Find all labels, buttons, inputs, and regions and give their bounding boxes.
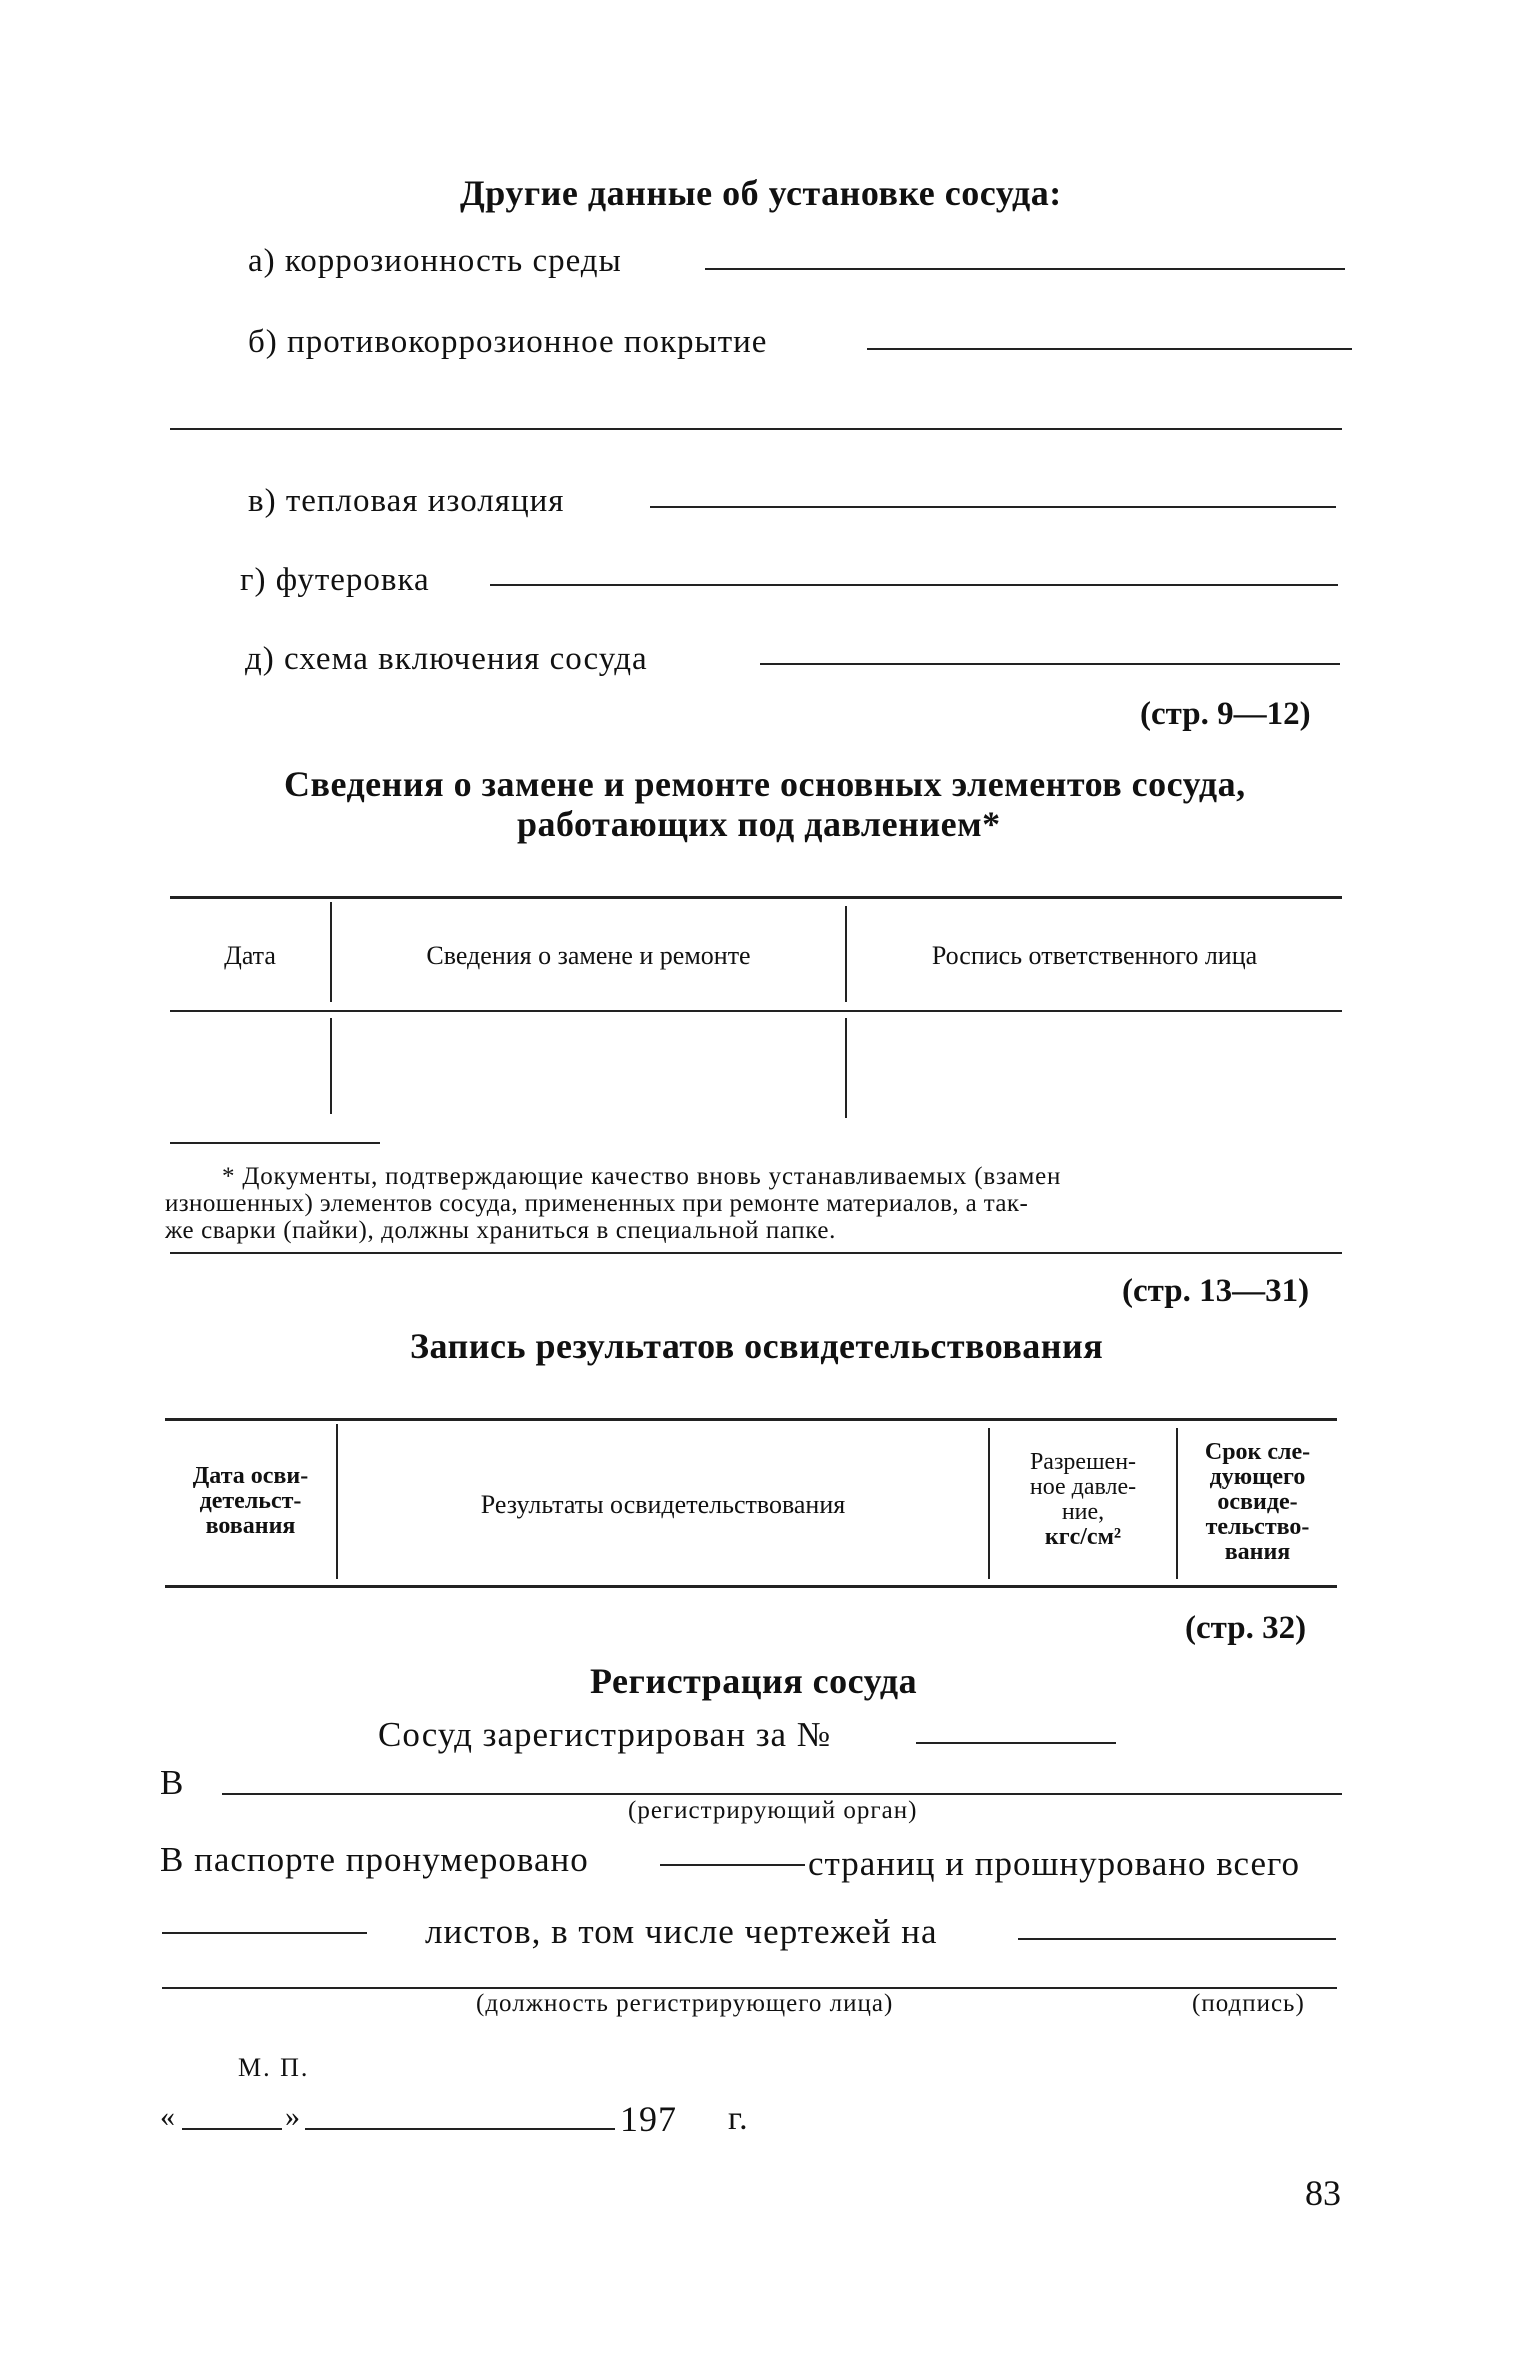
field-day[interactable] [182,2128,282,2130]
page-number: 83 [1305,2173,1341,2213]
table1-top-rule [170,896,1342,899]
numbered-label-b: страниц и прошнуровано всего [808,1844,1301,1883]
table1-col-date: Дата [224,941,276,970]
section2-title-line1: Сведения о замене и ремонте основных элементов сосуда, [284,764,1246,804]
table2-col-date-l3: вования [205,1513,296,1539]
footnote-line1: * Документы, подтверждающие качество вновь устанавливаемых (взамен [222,1163,1062,1190]
table2-col-pressure [990,1450,1176,1550]
table2-col-pressure-l1: Разрешен- [1029,1449,1137,1475]
table1-col-details: Сведения о замене и ремонте [426,941,751,970]
year-suffix: г. [728,2100,749,2137]
table2-col-pressure-l2: ное давле- [1029,1474,1137,1500]
table2-bottom-rule [165,1585,1337,1588]
quote-close: » [285,2100,301,2133]
org-caption: (регистрирующий орган) [628,1797,918,1824]
field-lining[interactable] [490,584,1338,586]
numbered-label-a: В паспорте пронумеровано [160,1840,589,1879]
in-label: В [160,1763,185,1802]
quote-open: « [160,2100,176,2133]
field-registration-number[interactable] [916,1742,1116,1744]
signature-caption: (подпись) [1192,1990,1305,2017]
table1-col-signature: Роспись ответственного лица [931,941,1258,970]
table2-col-date-l2: детельст- [199,1488,302,1514]
section2-title-line2: работающих под давлением* [517,804,1001,844]
section4-title: Регистрация сосуда [590,1661,918,1701]
field-month[interactable] [305,2128,615,2130]
table2-col-date-l1: Дата осви- [192,1463,309,1489]
footnote-line2: изношенных) элементов сосуда, примененных при ремонте материалов, а так- [165,1190,1029,1217]
field-scheme[interactable] [760,663,1340,665]
table2-col-next-l5: вания [1224,1539,1291,1565]
field-anticorrosion-cont[interactable] [170,428,1342,430]
table2-col-next-l3: освиде- [1217,1489,1298,1515]
footnote-bottom-rule [170,1252,1342,1254]
field-pages-count[interactable] [660,1864,805,1866]
table2-col-next-l1: Срок сле- [1204,1439,1311,1465]
position-caption: (должность регистрирующего лица) [476,1990,894,2017]
table1-divider-2-body [845,1018,847,1118]
table1-header-rule [170,1010,1342,1012]
table2-col-date [165,1464,336,1539]
table2-top-rule [165,1418,1337,1421]
page-ref-3: (стр. 32) [1185,1610,1307,1646]
year-prefix: 197 [620,2099,677,2139]
field-anticorrosion[interactable] [867,348,1352,350]
section1-title: Другие данные об установке сосуда: [460,173,1062,213]
field-position-signature[interactable] [162,1987,1337,1989]
table1-divider-1-body [330,1018,332,1114]
item-scheme: д) схема включения сосуда [245,641,648,677]
section3-title: Запись результатов освидетельствования [410,1326,1104,1366]
footnote-separator [170,1142,380,1144]
sheets-label: листов, в том числе чертежей на [425,1912,938,1951]
registered-label: Сосуд зарегистрирован за № [378,1715,832,1754]
item-corrosivity: а) коррозионность среды [248,243,622,279]
item-insulation: в) тепловая изоляция [248,483,565,519]
footnote-line3: же сварки (пайки), должны храниться в специальной папке. [165,1217,836,1244]
page-ref-2: (стр. 13—31) [1122,1273,1310,1309]
item-lining: г) футеровка [240,562,430,598]
field-drawings-count[interactable] [1018,1938,1336,1940]
stamp-label: М. П. [238,2053,310,2082]
table2-col-next-l2: дующего [1209,1464,1306,1490]
field-insulation[interactable] [650,506,1336,508]
field-registering-body[interactable] [222,1793,1342,1795]
table2-col-next-l4: тельство- [1205,1514,1310,1540]
item-anticorrosion: б) противокоррозионное покрытие [248,324,768,360]
table2-col-pressure-l3: ние, [1061,1499,1105,1525]
table2-col-pressure-l4: кгс/см² [1044,1524,1122,1550]
page-ref-1: (стр. 9—12) [1140,696,1311,732]
field-sheets-count[interactable] [162,1932,367,1934]
table2-col-results: Результаты освидетельствования [480,1490,846,1519]
field-corrosivity[interactable] [705,268,1345,270]
table2-col-next-date [1178,1440,1337,1565]
